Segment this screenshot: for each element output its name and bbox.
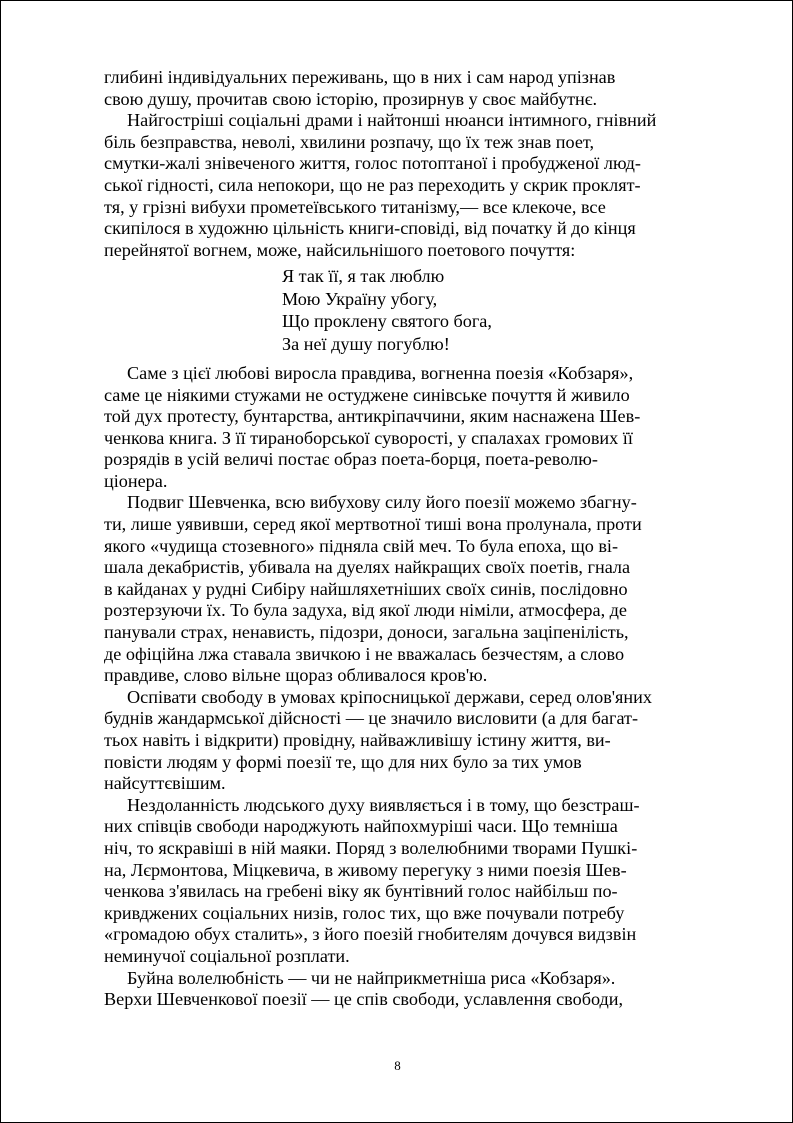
text-line: перейнятої вогнем, може, найсильнішого поетового почуття: [104, 239, 576, 260]
text-line: ченкова книга. З її тираноборської суворості, у спалахах громових її [104, 427, 633, 448]
text-line: смутки-жалі знівеченого життя, голос потоптаної і пробудженої люд- [104, 153, 641, 174]
text-line: глибині індивідуальних переживань, що в них і сам народ упізнав [104, 67, 616, 87]
text-line: буднів жандармської дійсності — це значило висловити (а для багат- [104, 708, 639, 729]
body-text [104, 67, 664, 1011]
text-line: на, Лєрмонтова, Міцкевича, в живому перегуку з ними поезія Шев- [104, 859, 627, 880]
text-line: розтерзуючи їх. То була задуха, від якої люди німіли, атмосфера, де [104, 600, 628, 621]
text-line: Найгостріші соціальні драми і найтонші нюанси інтимного, гнівний [127, 110, 657, 131]
text-line: той дух протесту, бунтарства, антикріпаччини, яким наснажена Шев- [104, 406, 641, 427]
poem-line: Мою Україну убогу, [282, 288, 438, 309]
text-line: правдиве, слово вільне щораз обливалося кров'ю. [104, 665, 488, 686]
text-line: свою душу, прочитав свою історію, прозирнув у своє майбутнє. [104, 88, 598, 109]
text-line: Оспівати свободу в умовах кріпосницької держави, серед олов'яних [127, 686, 652, 707]
poem-line: Що проклену святого бога, [282, 311, 492, 332]
text-line: тя, у грізні вибухи прометеївського титанізму,— все клекоче, все [104, 196, 606, 217]
poem-quote [104, 265, 664, 355]
text-line: розрядів в усій величі постає образ поета-борця, поета-револю- [104, 449, 598, 470]
text-line: ціонера. [104, 470, 168, 491]
text-line: «громадою обух сталить», з його поезій гнобителям дочувся видзвін [104, 924, 637, 945]
text-line: тьох навіть і відкрити) провідну, найважливішу істину життя, ви- [104, 730, 611, 750]
text-line: повісти людям у формі поезії те, що для них було за тих умов [104, 751, 582, 772]
text-line: них співців свободи народжують найпохмуріші часи. Що темніша [104, 816, 618, 837]
text-line: шала декабристів, убивала на дуелях найкращих своїх поетів, гнала [104, 557, 631, 578]
text-line: ченкова з'явилась на гребені віку як бунтівний голос найбільш по- [104, 881, 618, 902]
text-line: де офіційна лжа ставала звичкою і не вважалась безчестям, а слово [104, 643, 625, 664]
text-line: Подвиг Шевченка, всю вибухову силу його поезії можемо збагну- [127, 492, 637, 513]
text-line: кривджених соціальних низів, голос тих, що вже почували потребу [104, 902, 625, 923]
text-line: біль безправства, неволі, хвилини розпачу, що їх теж знав поет, [104, 131, 595, 152]
text-line: скипілося в художню цільність книги-сповіді, від початку й до кінця [104, 218, 636, 239]
text-line: ської гідності, сила непокори, що не раз переходить у скрик проклят- [104, 174, 641, 195]
text-line: Верхи Шевченкової поезії — це спів свободи, уславлення свободи, [104, 989, 624, 1010]
text-line: ніч, то яскравіші в ній маяки. Поряд з волелюбними творами Пушкі- [104, 837, 638, 858]
text-line: Нездоланність людського духу виявляється і в тому, що безстраш- [127, 794, 640, 815]
poem-line: За неї душу погублю! [282, 333, 450, 354]
text-line: неминучої соціальної розплати. [104, 945, 350, 966]
text-line: саме це ніякими стужами не остуджене синівське почуття й живило [104, 384, 630, 405]
poem-line: Я так її, я так люблю [282, 266, 445, 287]
page-number: 8 [394, 1058, 401, 1073]
text-line: найсуттєвішим. [104, 773, 226, 794]
text-line: панували страх, ненависть, підозри, доноси, загальна заціпенілість, [104, 622, 629, 643]
text-line: Саме з цієї любові виросла правдива, вогненна поезія «Кобзаря», [127, 362, 634, 383]
text-line: якого «чудища стозевного» підняла свій меч. То була епоха, що ві- [104, 535, 619, 556]
text-line: ти, лише уявивши, серед якої мертвотної тиші вона пролунала, проти [104, 514, 642, 535]
text-line: в кайданах у рудні Сибіру найшляхетніших своїх синів, послідовно [104, 578, 628, 599]
text-line: Буйна волелюбність — чи не найприкметніша риса «Кобзаря». [127, 967, 616, 988]
